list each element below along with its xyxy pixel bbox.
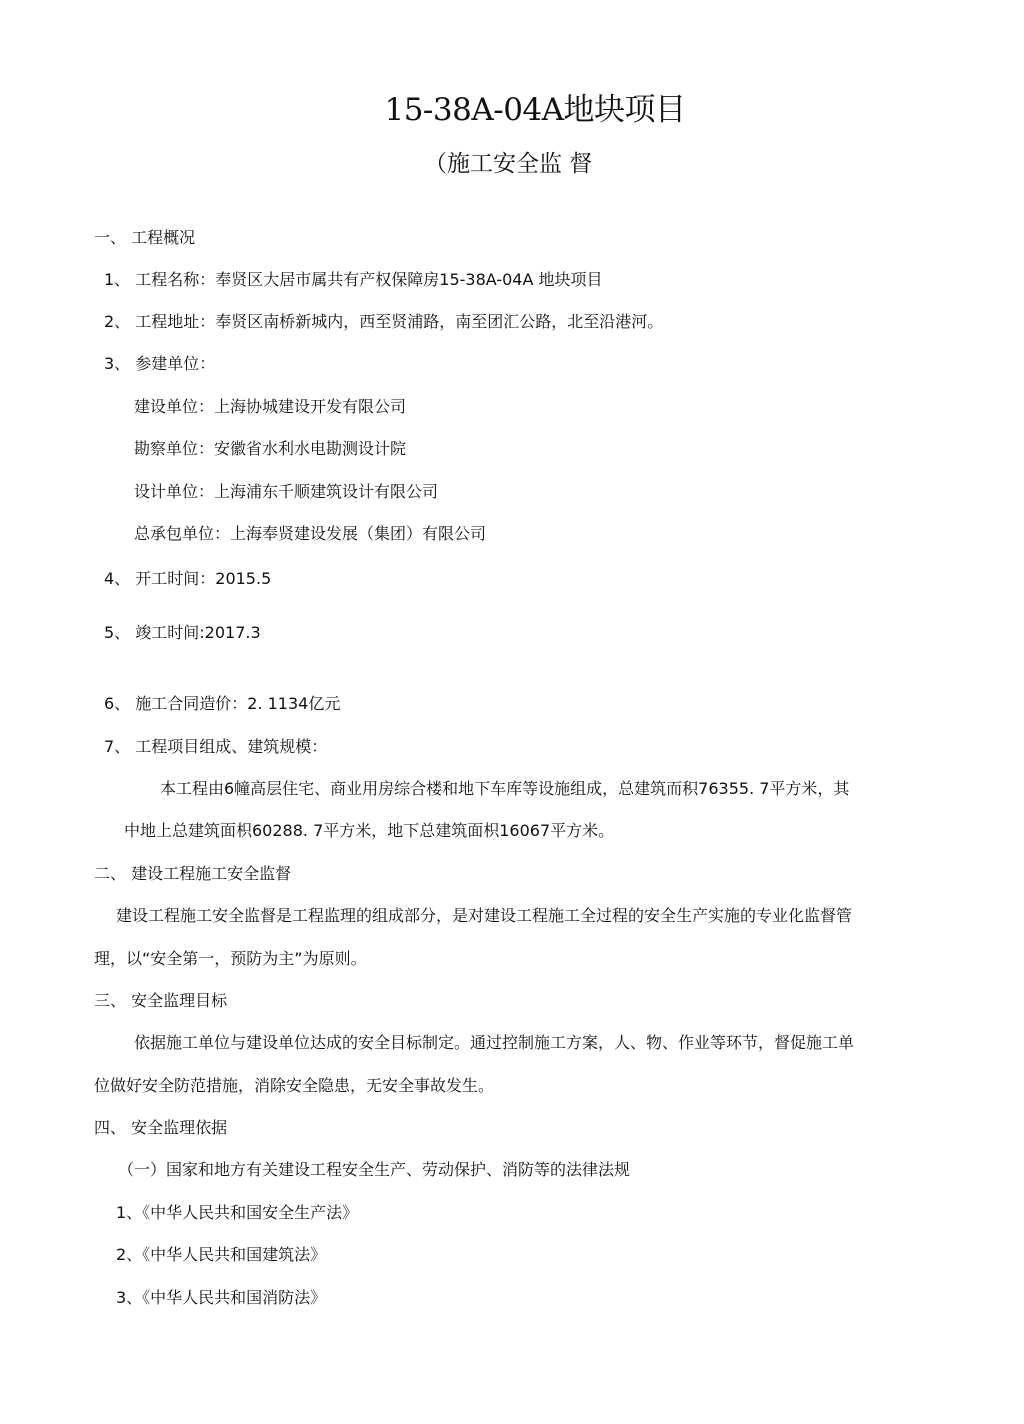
scale-paragraph-line-1: 本工程由6幢高层住宅、商业用房综合楼和地下车库等设施组成，总建筑而积76355. 7平方米，其 <box>160 779 850 798</box>
law-item-2: 2、《中华人民共和国建筑法》 <box>116 1245 327 1264</box>
construction-unit: 建设单位：上海协城建设开发有限公司 <box>134 397 407 416</box>
section-4-heading: 四、 安全监理依据 <box>94 1118 228 1137</box>
completion-date: 5、 竣工时间:2017.3 <box>104 623 261 642</box>
start-date: 4、 开工时间：2015.5 <box>104 569 272 588</box>
document-subtitle: （施工安全监 督 <box>424 151 593 177</box>
contract-price: 6、 施工合同造价：2. 1134亿元 <box>104 694 341 713</box>
section-1-heading: 一、 工程概况 <box>94 228 196 247</box>
scale-paragraph-line-2: 中地上总建筑面枳60288. 7平方米，地下总建筑面枳16067平方米。 <box>124 821 615 840</box>
section-2-heading: 二、 建设工程施工安全监督 <box>94 864 292 883</box>
section-3-paragraph-line-2: 位做好安全防范措施，消除安全隐患，无安全事故发生。 <box>94 1076 495 1095</box>
project-address: 2、 工程地址：奉贤区南桥新城内，西至贤浦路，南至团汇公路，北至沿港河。 <box>104 312 664 331</box>
document-title: 15-38A-04A地块项目 <box>384 92 686 128</box>
general-contractor: 总承包单位：上海奉贤建设发展（集团）有限公司 <box>134 524 487 543</box>
section-3-paragraph-line-1: 依据施工单位与建设单位达成的安全目标制定。通过控制施工方案，人、物、作业等环节，督促施工单 <box>134 1033 855 1052</box>
section-4-subheading: （一）国家和地方有关建设工程安全生产、劳动保护、消防等的法律法规 <box>118 1160 631 1179</box>
survey-unit: 勘察单位：安徽省水利水电勘测设计院 <box>134 439 407 458</box>
section-2-paragraph-line-1: 建设工程施工安全监督是工程监理的组成部分，是对建设工程施工全过程的安全生产实施的专业化监督管 <box>116 906 853 925</box>
design-unit: 设计单位：上海浦东千顺建筑设计有限公司 <box>134 482 439 501</box>
section-3-heading: 三、 安全监理目标 <box>94 991 228 1010</box>
law-item-3: 3、《中华人民共和国消防法》 <box>116 1288 327 1307</box>
project-scale-label: 7、 工程项目组成、建筑规模： <box>104 737 328 756</box>
section-2-paragraph-line-2: 理，以“安全第一，预防为主”为原则。 <box>94 949 367 968</box>
participating-units-label: 3、 参建单位： <box>104 354 216 373</box>
law-item-1: 1、《中华人民共和国安全生产法》 <box>116 1203 359 1222</box>
project-name: 1、 工程名称：奉贤区大居市属共有产权保障房15-38A-04A 地块项目 <box>104 270 603 289</box>
